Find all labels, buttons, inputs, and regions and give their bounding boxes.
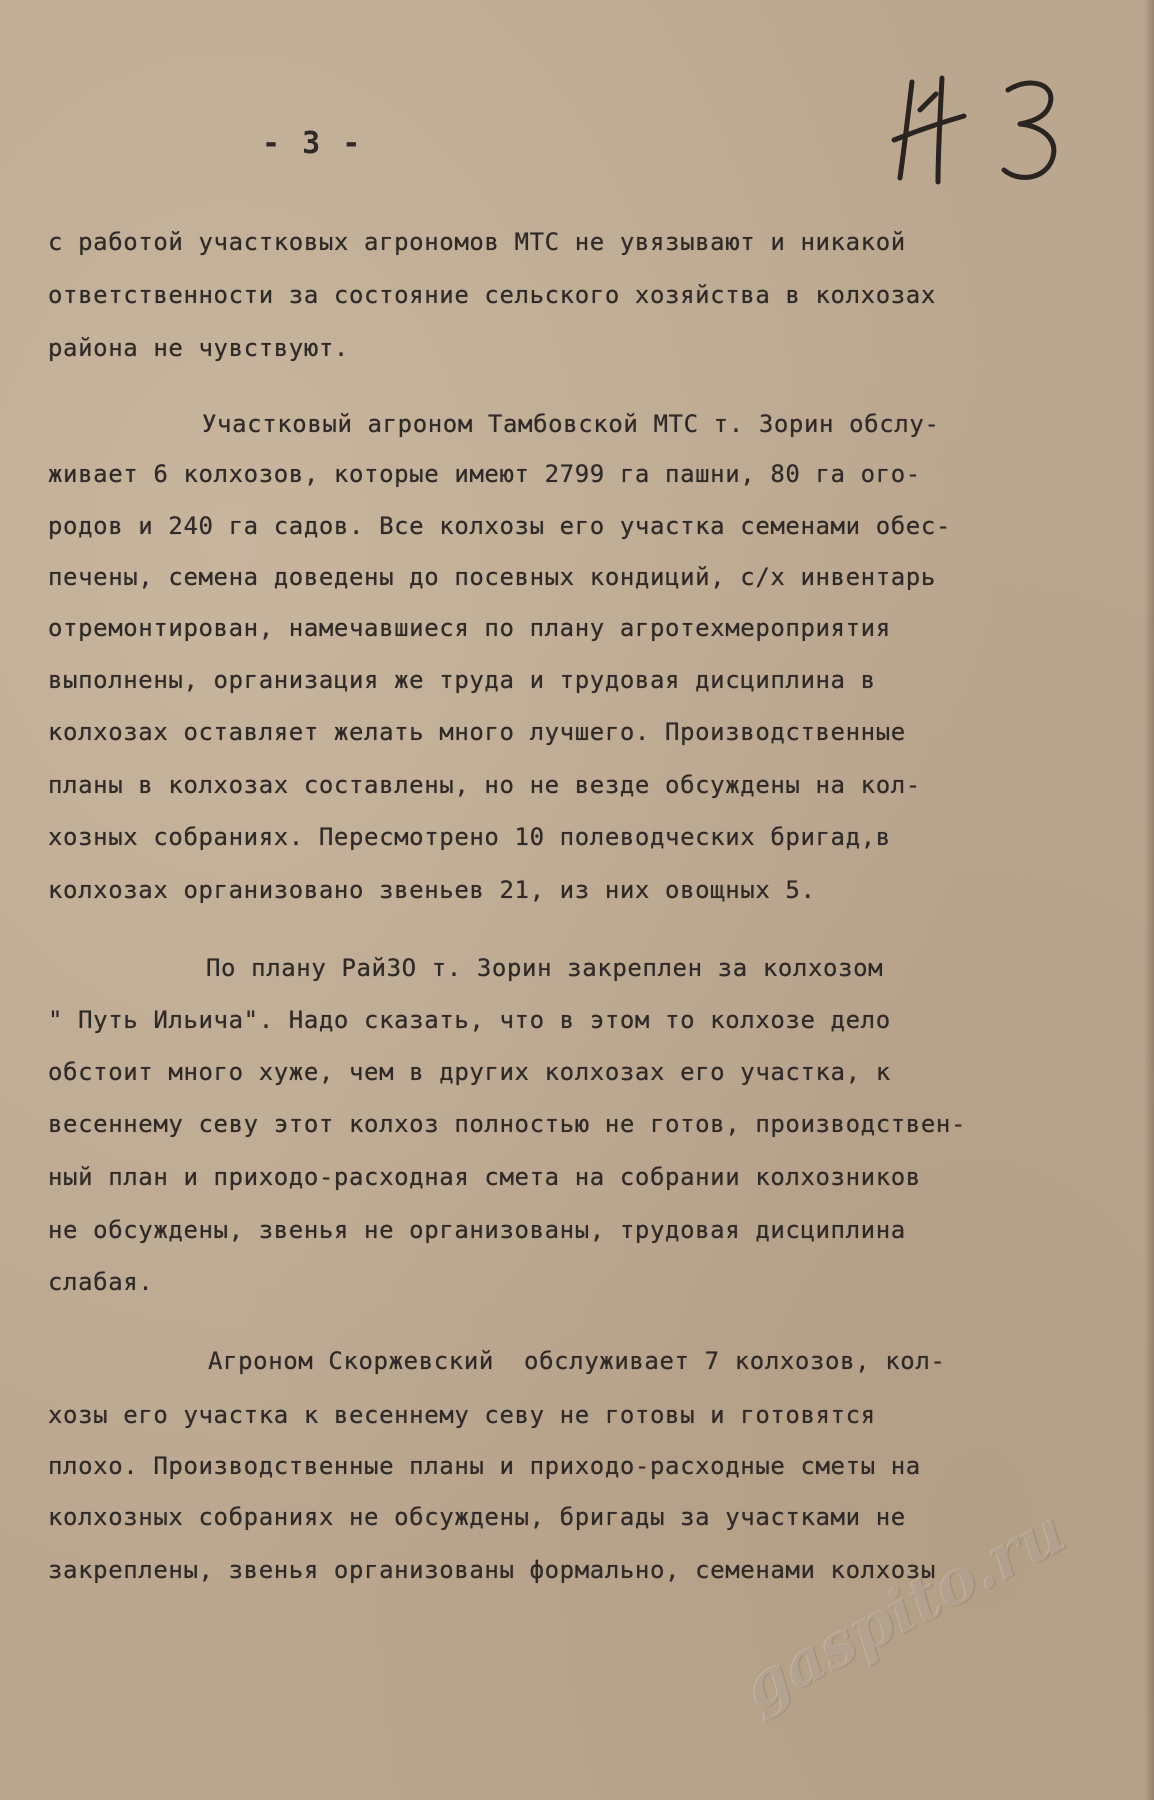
text-line: По плану РайЗО т. Зорин закреплен за колхозом xyxy=(206,954,884,982)
text-line: закреплены, звенья организованы формально, семенами колхозы xyxy=(48,1556,936,1584)
text-line: Агроном Скоржевский обслуживает 7 колхозов, кол- xyxy=(208,1347,946,1375)
text-line: хозы его участка к весеннему севу не готовы и готовятся xyxy=(48,1401,876,1429)
text-line: слабая. xyxy=(48,1268,154,1296)
text-line: Участковый агроном Тамбовской МТС т. Зорин обслу- xyxy=(202,410,940,438)
text-line: отремонтирован, намечавшиеся по плану агротехмероприятия xyxy=(48,614,891,642)
text-line: хозных собраниях. Пересмотрено 10 полеводческих бригад,в xyxy=(48,823,891,851)
text-line: родов и 240 га садов. Все колхозы его участка семенами обес- xyxy=(48,512,951,540)
text-line: района не чувствуют. xyxy=(48,334,349,362)
text-line: ответственности за состояние сельского хозяйства в колхозах xyxy=(48,281,936,309)
text-line: " Путь Ильича". Надо сказать, что в этом то колхозе дело xyxy=(48,1006,891,1034)
text-line: выполнены, организация же труда и трудовая дисциплина в xyxy=(48,666,876,694)
text-line: колхозных собраниях не обсуждены, бригады за участками не xyxy=(48,1503,906,1531)
text-line: планы в колхозах составлены, но не везде обсуждены на кол- xyxy=(48,771,921,799)
text-line: с работой участковых агрономов МТС не увязывают и никакой xyxy=(48,228,906,256)
page-number: - 3 - xyxy=(262,126,363,161)
text-line: плохо. Производственные планы и приходо-расходные сметы на xyxy=(48,1452,921,1480)
text-line: весеннему севу этот колхоз полностью не готов, производствен- xyxy=(48,1110,967,1138)
handwritten-sheet-number xyxy=(880,70,1080,190)
page-edge-shadow xyxy=(1144,0,1154,1800)
text-line: печены, семена доведены до посевных кондиций, с/х инвентарь xyxy=(48,563,936,591)
text-line: колхозах организовано звеньев 21, из них овощных 5. xyxy=(48,876,816,904)
text-line: живает 6 колхозов, которые имеют 2799 га пашни, 80 га ого- xyxy=(48,460,921,488)
text-line: колхозах оставляет желать много лучшего. Производственные xyxy=(48,718,906,746)
watermark: gaspito.ru xyxy=(730,1494,1077,1725)
text-line: не обсуждены, звенья не организованы, трудовая дисциплина xyxy=(48,1216,906,1244)
text-line: обстоит много хуже, чем в других колхозах его участка, к xyxy=(48,1058,891,1086)
text-line: ный план и приходо-расходная смета на собрании колхозников xyxy=(48,1163,921,1191)
